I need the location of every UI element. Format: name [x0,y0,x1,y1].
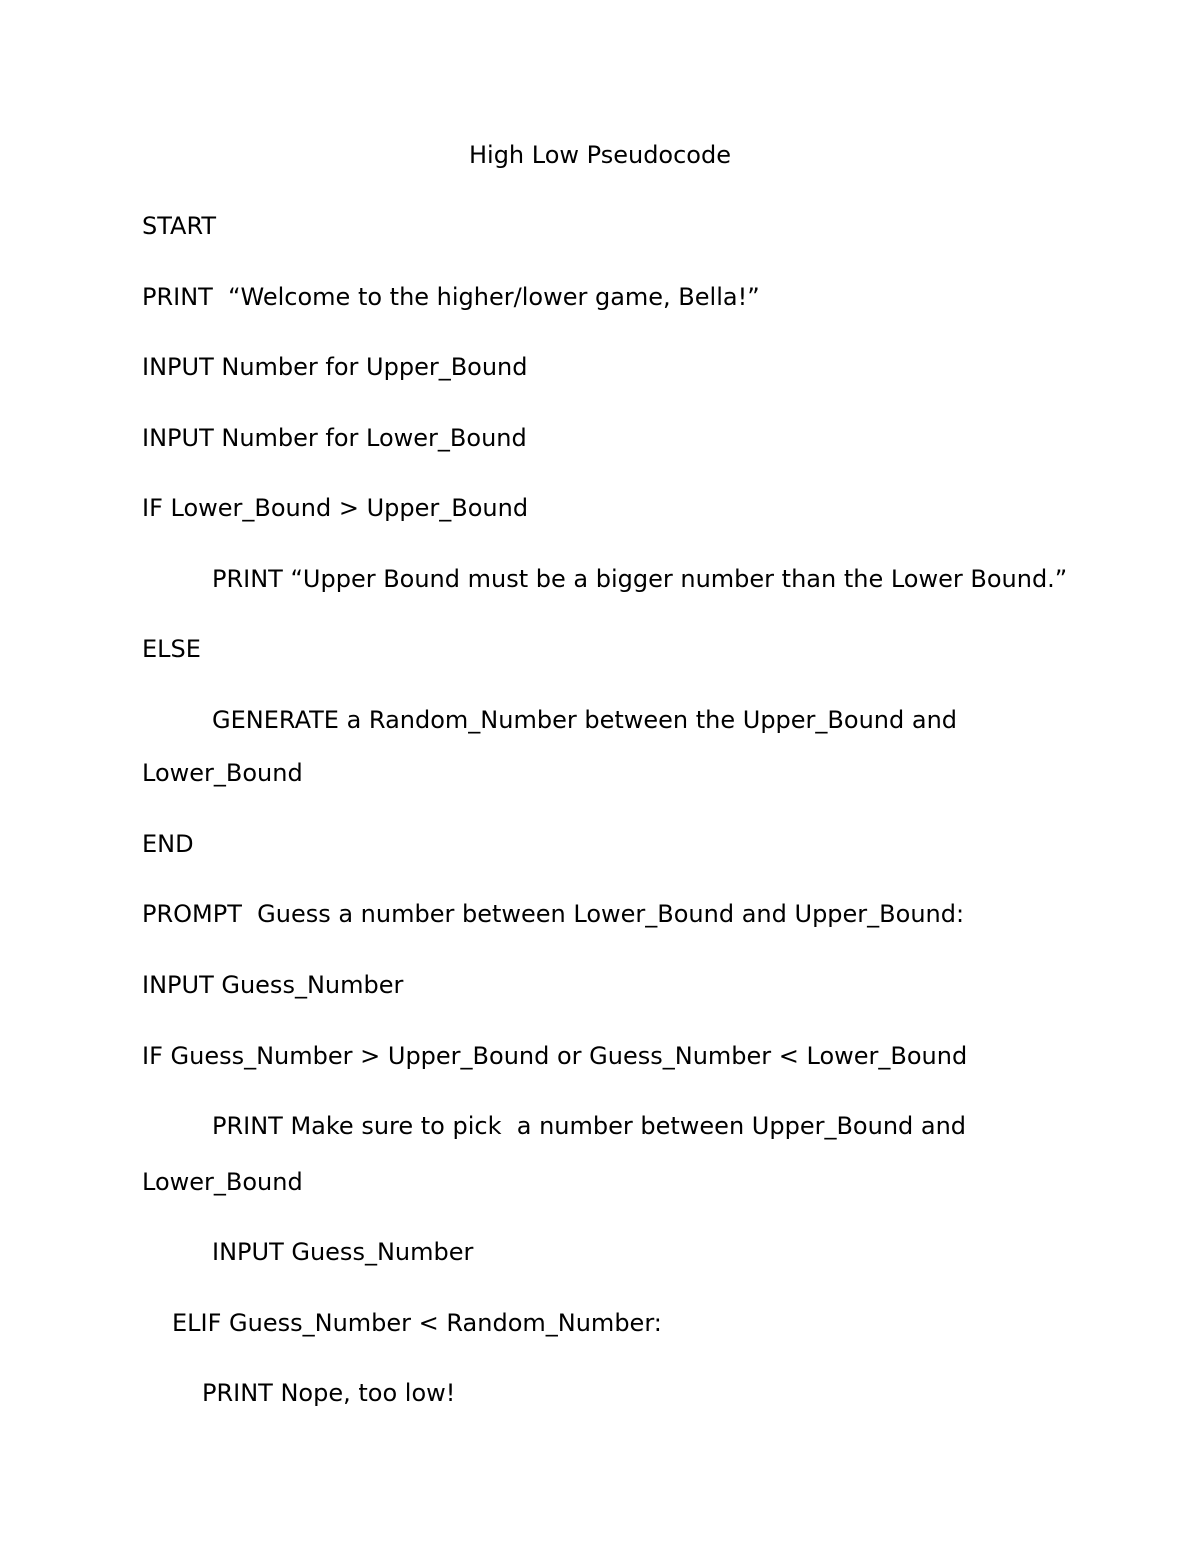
code-line: IF Lower_Bound > Upper_Bound [142,494,529,522]
code-line: ELSE [142,635,201,663]
code-line: START [142,212,217,240]
code-line: INPUT Guess_Number [142,971,404,999]
code-line: ELIF Guess_Number < Random_Number: [172,1309,662,1337]
code-line: GENERATE a Random_Number between the Upper_Bound and [212,706,958,734]
code-line: INPUT Number for Lower_Bound [142,424,527,452]
code-line: PRINT “Upper Bound must be a bigger number than the Lower Bound.” [212,565,1068,593]
code-line: PRINT “Welcome to the higher/lower game, Bella!” [142,283,760,311]
code-line: INPUT Number for Upper_Bound [142,353,528,381]
code-line: Lower_Bound [142,1168,303,1196]
code-line: Lower_Bound [142,759,303,787]
code-line: PRINT Nope, too low! [202,1379,456,1407]
document-title: High Low Pseudocode [468,141,731,169]
code-line: PROMPT Guess a number between Lower_Bound and Upper_Bound: [142,900,965,928]
code-line: IF Guess_Number > Upper_Bound or Guess_Number < Lower_Bound [142,1042,968,1070]
code-line: PRINT Make sure to pick a number between Upper_Bound and [212,1112,967,1140]
code-line: INPUT Guess_Number [212,1238,474,1266]
code-line: END [142,830,194,858]
